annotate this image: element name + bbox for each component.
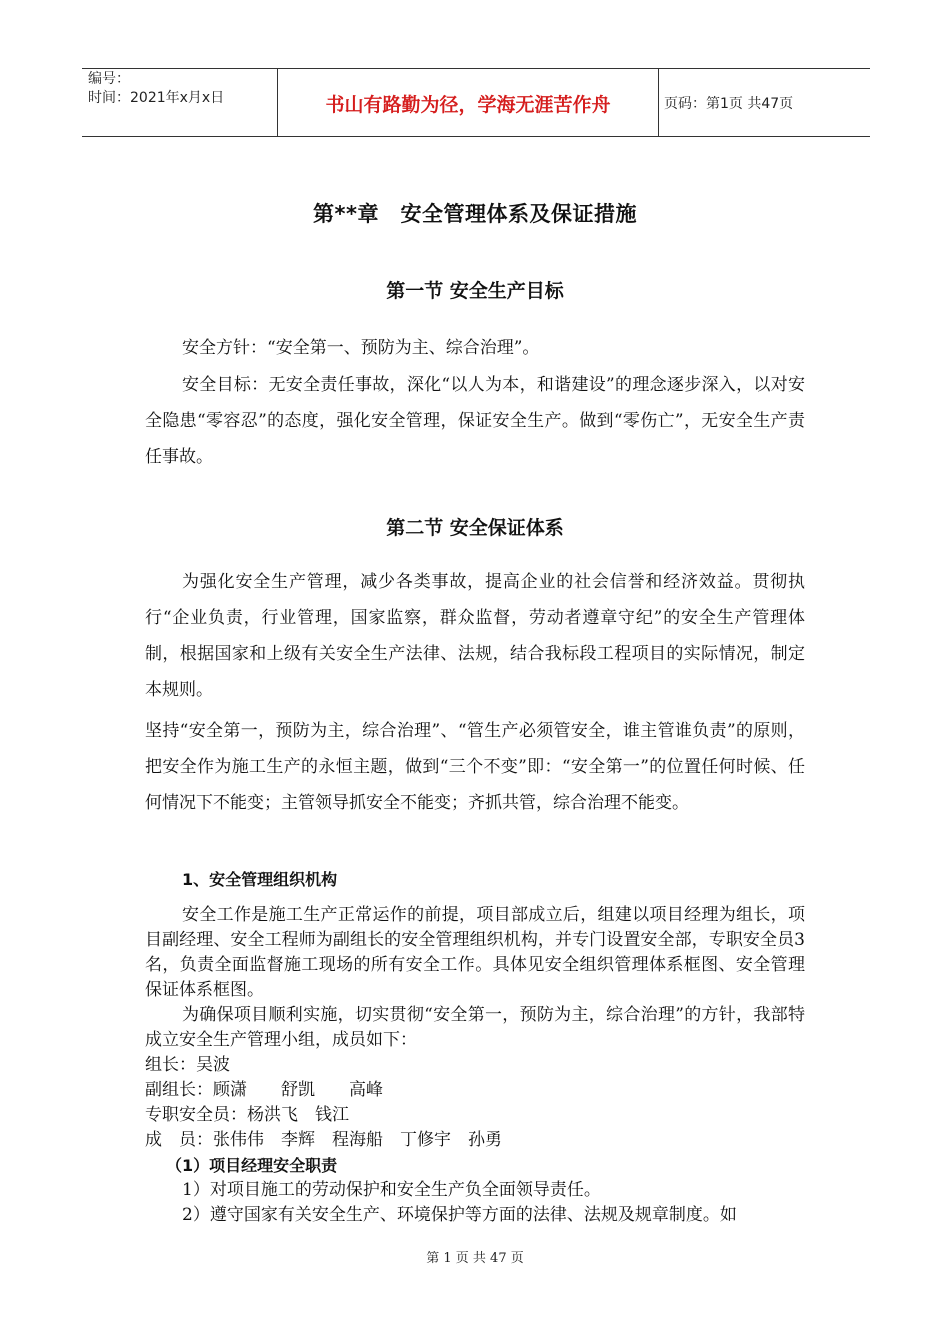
- pm-duty-item-2: 2）遵守国家有关安全生产、环境保护等方面的法律、法规及规章制度。如: [182, 1205, 737, 1225]
- document-time-label: 时间：2021年x月x日: [88, 90, 225, 106]
- header-divider-right: [658, 68, 659, 136]
- header-bottom-rule: [82, 136, 870, 137]
- header-meta: [88, 70, 224, 108]
- team-members: 成 员：张伟伟 李辉 程海船 丁修宇 孙勇: [145, 1130, 502, 1150]
- organization-paragraph-1: 安全工作是施工生产正常运作的前提，项目部成立后，组建以项目经理为组长，项目副经理、安全工程师为副组长的安全管理组织机构，并专门设置安全部，专职安全员3名，负责全面监督施工现场的所有安全工作。具体见安全组织管理体系框图、安全管理保证体系框图。: [145, 905, 805, 1000]
- safety-policy-paragraph: 安全方针：“安全第一、预防为主、综合治理”。: [182, 338, 540, 358]
- document-number-label: 编号：: [88, 71, 130, 87]
- section-title-2: 第二节 安全保证体系: [386, 517, 564, 539]
- section-title-1: 第一节 安全生产目标: [386, 280, 564, 302]
- page-footer: 第 1 页 共 47 页: [426, 1251, 524, 1266]
- header-divider-left: [277, 68, 278, 136]
- header-page-info: 页码：第1页 共47页: [664, 96, 794, 112]
- header-top-rule: [82, 68, 870, 69]
- section2-paragraph-2: 坚持“安全第一，预防为主，综合治理”、“管生产必须管安全，谁主管谁负责”的原则，把安全作为施工生产的永恒主题，做到“三个不变”即：“安全第一”的位置任何时候、任何情况下不能变；主管领导抓安全不能变；齐抓共管，综合治理不能变。: [145, 721, 805, 813]
- header-motto: 书山有路勤为径，学海无涯苦作舟: [325, 94, 611, 116]
- section2-paragraph-1: 为强化安全生产管理，减少各类事故，提高企业的社会信誉和经济效益。贯彻执行“企业负责，行业管理，国家监察，群众监督，劳动者遵章守纪”的安全生产管理体制，根据国家和上级有关安全生产法律、法规，结合我标段工程项目的实际情况，制定本规则。: [145, 572, 805, 700]
- team-leader: 组长：吴波: [145, 1055, 230, 1075]
- pm-duty-item-1: 1）对项目施工的劳动保护和安全生产负全面领导责任。: [182, 1180, 601, 1200]
- team-safety-officers: 专职安全员：杨洪飞 钱江: [145, 1105, 349, 1125]
- team-deputy-leaders: 副组长：顾潇 舒凯 高峰: [145, 1080, 383, 1100]
- pm-duties-title: （1）项目经理安全职责: [166, 1156, 338, 1175]
- chapter-title: 第**章 安全管理体系及保证措施: [313, 202, 637, 226]
- safety-goal-paragraph: 安全目标：无安全责任事故，深化“以人为本，和谐建设”的理念逐步深入，以对安全隐患“零容忍”的态度，强化安全管理，保证安全生产。做到“零伤亡”，无安全生产责任事故。: [145, 375, 805, 467]
- subsection-title-organization: 1、安全管理组织机构: [182, 870, 338, 889]
- organization-paragraph-2: 为确保项目顺利实施，切实贯彻“安全第一，预防为主，综合治理”的方针，我部特成立安全生产管理小组，成员如下：: [145, 1005, 805, 1050]
